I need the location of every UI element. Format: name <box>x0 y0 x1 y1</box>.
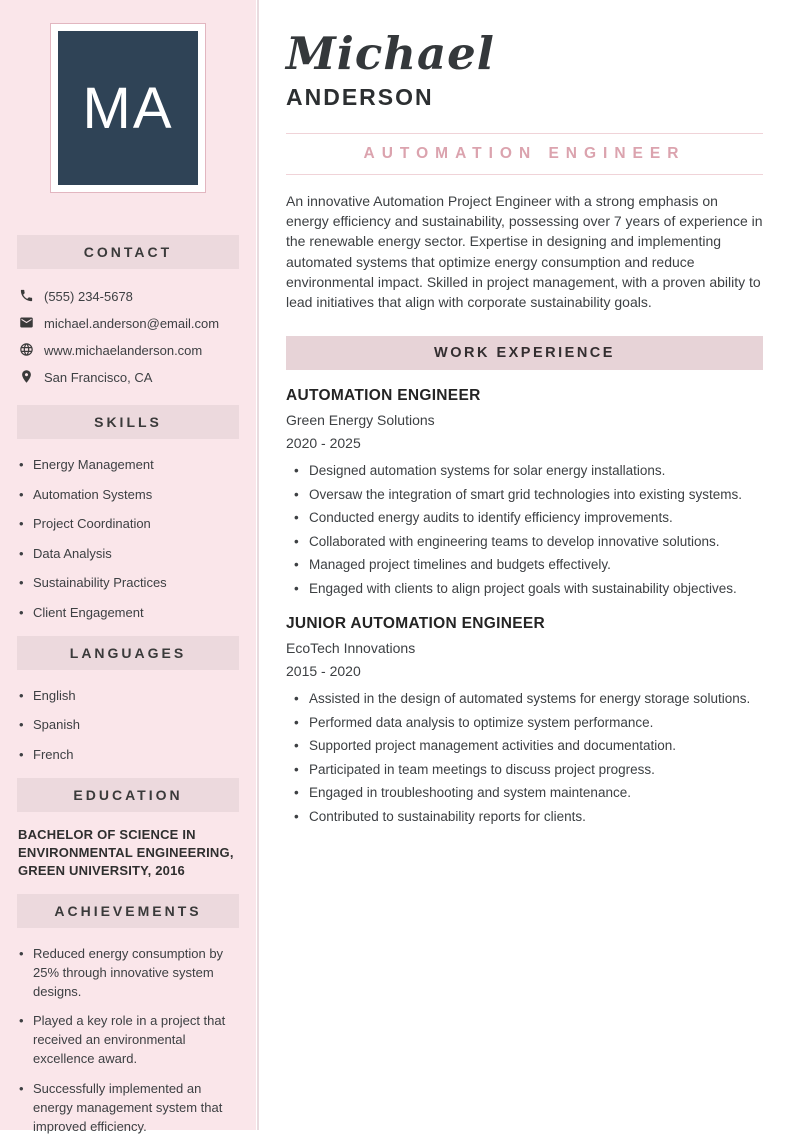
language-item: • French <box>19 745 239 764</box>
job-bullet: • Managed project timelines and budgets effectively. <box>292 558 763 572</box>
monogram-frame <box>50 23 206 193</box>
achievement-item: • Reduced energy consumption by 25% through innovative system designs. <box>19 944 239 1001</box>
header-rule-bottom <box>286 174 763 175</box>
languages-list <box>19 686 239 764</box>
contact-website: www.michaelanderson.com <box>44 343 203 358</box>
languages-section-heading: LANGUAGES <box>17 636 239 670</box>
sidebar <box>0 0 256 1134</box>
column-divider <box>257 0 259 1130</box>
education-section-heading: EDUCATION <box>17 778 239 812</box>
job-bullet-list <box>292 464 763 595</box>
job-bullet: • Engaged in troubleshooting and system maintenance. <box>292 786 763 800</box>
skills-section-heading: SKILLS <box>17 405 239 439</box>
job-bullet: • Designed automation systems for solar energy installations. <box>292 464 763 478</box>
email-icon <box>19 315 34 333</box>
job-title: AUTOMATION ENGINEER <box>286 387 481 405</box>
job-company: EcoTech Innovations <box>286 640 416 657</box>
work-experience-heading: WORK EXPERIENCE <box>286 336 763 370</box>
contact-list <box>19 283 239 391</box>
job-section <box>286 387 763 595</box>
role-title: AUTOMATION ENGINEER <box>363 145 686 162</box>
skill-item: • Automation Systems <box>19 485 239 504</box>
main-column <box>286 28 763 833</box>
language-item: • English <box>19 686 239 705</box>
contact-phone-row <box>19 283 239 310</box>
job-company: Green Energy Solutions <box>286 412 435 429</box>
contact-phone: (555) 234-5678 <box>44 289 133 304</box>
achievements-section-heading: ACHIEVEMENTS <box>17 894 239 928</box>
job-bullet: • Collaborated with engineering teams to develop innovative solutions. <box>292 535 763 549</box>
contact-location: San Francisco, CA <box>44 370 153 385</box>
globe-icon <box>19 342 34 360</box>
summary-paragraph: An innovative Automation Project Engineer with a strong emphasis on energy efficiency and sustainability, possessing over 7 years of experience in the renewable energy sector. Expertise in designing and implementing automated systems that optimize energy consumption and reduce environmental impact. Skilled in project management, with a proven ability to lead initiatives that align with corporate sustainability goals. <box>286 193 763 311</box>
skill-item: • Project Coordination <box>19 514 239 533</box>
phone-icon <box>19 288 34 306</box>
skill-item: • Energy Management <box>19 455 239 474</box>
education-degree: BACHELOR OF SCIENCE IN ENVIRONMENTAL ENGINEERING, GREEN UNIVERSITY, 2016 <box>18 826 234 878</box>
achievement-item: • Successfully implemented an energy management system that improved efficiency. <box>19 1079 239 1136</box>
job-bullet: • Performed data analysis to optimize system performance. <box>292 716 763 730</box>
skill-item: • Data Analysis <box>19 544 239 563</box>
job-bullet: • Oversaw the integration of smart grid technologies into existing systems. <box>292 488 763 502</box>
contact-website-row <box>19 337 239 364</box>
achievement-item: • Played a key role in a project that received an environmental excellence award. <box>19 1011 239 1068</box>
job-dates: 2020 - 2025 <box>286 435 361 452</box>
skill-item: • Sustainability Practices <box>19 573 239 592</box>
job-bullet-list <box>292 692 763 823</box>
last-name: ANDERSON <box>286 84 434 110</box>
skill-item: • Client Engagement <box>19 603 239 622</box>
job-bullet: • Supported project management activities and documentation. <box>292 739 763 753</box>
job-dates: 2015 - 2020 <box>286 663 361 680</box>
contact-section-heading: CONTACT <box>17 235 239 269</box>
job-section <box>286 615 763 823</box>
contact-location-row <box>19 364 239 391</box>
job-bullet: • Assisted in the design of automated systems for energy storage solutions. <box>292 692 763 706</box>
job-bullet: • Participated in team meetings to discuss project progress. <box>292 763 763 777</box>
language-item: • Spanish <box>19 715 239 734</box>
monogram: MA <box>58 31 198 185</box>
skills-list <box>19 455 239 622</box>
job-bullet: • Conducted energy audits to identify efficiency improvements. <box>292 511 763 525</box>
first-name: Michael <box>286 27 495 80</box>
job-bullet: • Contributed to sustainability reports for clients. <box>292 810 763 824</box>
job-bullet: • Engaged with clients to align project goals with sustainability objectives. <box>292 582 763 596</box>
job-title: JUNIOR AUTOMATION ENGINEER <box>286 615 545 633</box>
achievements-list <box>19 944 239 1136</box>
contact-email: michael.anderson@email.com <box>44 316 220 331</box>
contact-email-row <box>19 310 239 337</box>
location-icon <box>19 369 34 387</box>
